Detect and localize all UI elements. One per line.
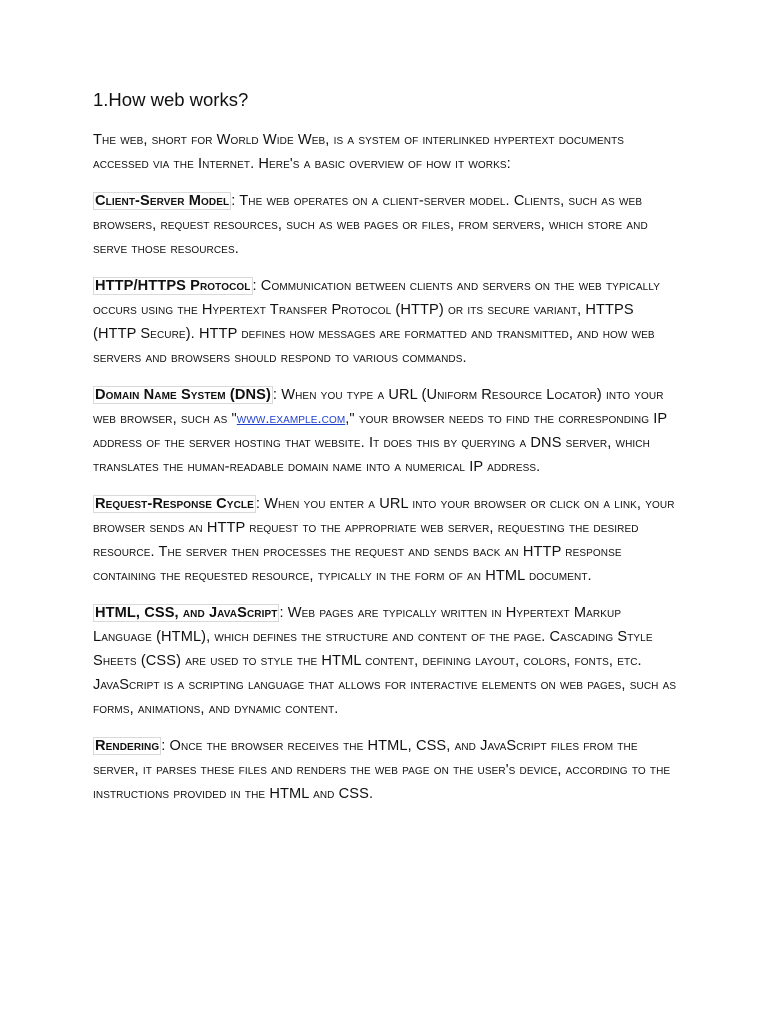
- intro-paragraph: The web, short for World Wide Web, is a system of interlinked hypertext documents accessed via the Internet. Here's a basic overview of how it works:: [93, 132, 625, 172]
- section-html-css-js: [93, 601, 678, 721]
- section-client-server: [93, 189, 678, 261]
- page-title: 1.How web works?: [93, 89, 249, 110]
- section-text: ," your browser needs to find the corresponding IP address of the server hosting that website. It does this by querying a DNS server, which translates the human-readable domain name into a numerical IP address.: [93, 411, 667, 475]
- section-term: HTTP/HTTPS Protocol: [95, 278, 251, 294]
- section-term: Rendering: [95, 738, 160, 754]
- section-dns: [93, 383, 678, 479]
- section-text: : The web operates on a client-server model. Clients, such as web browsers, request resources, such as web pages or files, from servers, which store and serve those resources.: [93, 193, 648, 257]
- document-page: [93, 86, 678, 819]
- section-term: Client-Server Model: [95, 193, 230, 209]
- section-text: : Communication between clients and servers on the web typically occurs using the Hypertext Transfer Protocol (HTTP) or its secure variant, HTTPS (HTTP Secure). HTTP defines how messages are formatted and transmitted, and how web servers and browsers should respond to various commands.: [93, 278, 661, 366]
- section-term: HTML, CSS, and JavaScript: [95, 605, 278, 621]
- section-text: : When you type a URL (Uniform Resource Locator) into your web browser, such as ": [93, 387, 664, 427]
- section-rendering: [93, 734, 678, 806]
- section-text: : Web pages are typically written in Hypertext Markup Language (HTML), which defines the structure and content of the page. Cascading Style Sheets (CSS) are used to style the HTML content, defining layout, colors, fonts, etc. JavaScript is a scripting language that allows for interactive elements on web pages, such as forms, animations, and dynamic content.: [93, 605, 677, 717]
- section-http-https: [93, 274, 678, 370]
- section-text: : Once the browser receives the HTML, CSS, and JavaScript files from the server, it parses these files and renders the web page on the user's device, according to the instructions provided in the HTML and CSS.: [93, 738, 671, 802]
- section-request-response: [93, 492, 678, 588]
- example-link[interactable]: www.example.com: [236, 411, 346, 427]
- section-term: Domain Name System (DNS): [95, 387, 271, 403]
- section-term: Request-Response Cycle: [95, 496, 254, 512]
- section-text: : When you enter a URL into your browser or click on a link, your browser sends an HTTP request to the appropriate web server, requesting the desired resource. The server then processes the request and sends back an HTTP response containing the requested resource, typically in the form of an HTML document.: [93, 496, 675, 584]
